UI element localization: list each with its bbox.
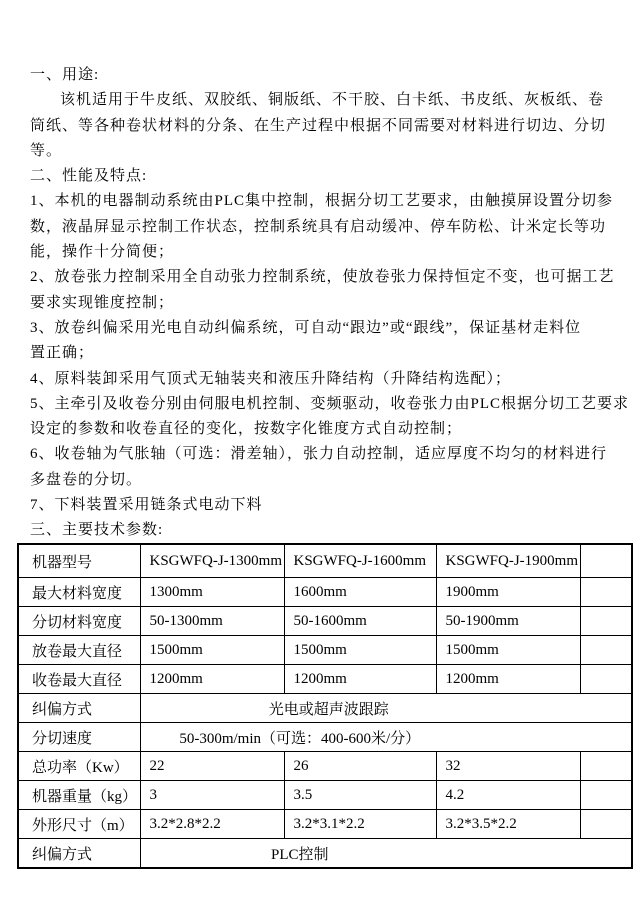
doc-line: 能，操作十分简便； [30, 244, 175, 261]
table-cell: 26 [284, 752, 436, 781]
table-cell: 1500mm [140, 636, 284, 665]
table-cell-label: 最大材料宽度 [18, 578, 140, 607]
table-cell: 3 [140, 781, 284, 810]
table-row-unwind-diameter [18, 636, 632, 665]
table-cell: 50-1600mm [284, 607, 436, 636]
table-cell-merged: PLC控制 [140, 839, 632, 869]
table-cell-label: 总功率（Kw） [18, 752, 140, 781]
table-cell: 3.2*2.8*2.2 [140, 810, 284, 839]
table-cell-label: 放卷最大直径 [18, 636, 140, 665]
table-row-correction-mode [18, 694, 632, 723]
table-cell-empty [580, 752, 632, 781]
doc-line: 该机适用于牛皮纸、双胶纸、铜版纸、不干胶、白卡纸、书皮纸、灰板纸、卷 [60, 92, 605, 109]
feature-item-5: 5、主牵引及收卷分别由伺服电机控制、变频驱动，收卷张力由PLC根据分切工艺要求 [30, 395, 630, 412]
heading-usage: 一、用途: [30, 67, 100, 83]
doc-line: 要求实现锥度控制； [30, 294, 175, 311]
table-cell-empty [580, 636, 632, 665]
feature-item-3: 3、放卷纠偏采用光电自动纠偏系统，可自动“跟边”或“跟线”，保证基材走料位 [30, 319, 582, 336]
table-row-max-width [18, 578, 632, 607]
table-cell-merged: 50-300m/min（可选：400-600米/分） [140, 723, 632, 752]
table-cell: 1300mm [140, 578, 284, 607]
table-cell-label: 机器型号 [18, 544, 140, 578]
table-cell: 50-1300mm [140, 607, 284, 636]
heading-specs: 三、主要技术参数: [30, 522, 164, 539]
table-row-plc-control [18, 839, 632, 869]
table-cell-empty [580, 607, 632, 636]
doc-line: 等。 [30, 142, 63, 159]
doc-line: 置正确； [30, 345, 95, 362]
table-cell-empty [580, 810, 632, 839]
table-row-slit-width [18, 607, 632, 636]
doc-line: 设定的参数和收卷直径的变化，按数字化锥度方式自动控制； [30, 421, 463, 438]
table-cell: 1500mm [284, 636, 436, 665]
table-row-dimensions [18, 810, 632, 839]
table-cell: 1200mm [140, 665, 284, 694]
table-cell-empty [580, 578, 632, 607]
doc-line: 多盘卷的分切。 [30, 471, 143, 488]
table-cell: 3.5 [284, 781, 436, 810]
table-cell-label: 收卷最大直径 [18, 665, 140, 694]
table-cell: KSGWFQ-J-1900mm [436, 544, 580, 578]
table-row-slit-speed [18, 723, 632, 752]
feature-item-1: 1、本机的电器制动系统由PLC集中控制，根据分切工艺要求，由触摸屏设置分切参 [30, 193, 614, 210]
feature-item-4: 4、原料装卸采用气顶式无轴装夹和液压升降结构（升降结构选配）； [30, 370, 512, 387]
doc-line: 筒纸、等各种卷状材料的分条、在生产过程中根据不同需要对材料进行切边、分切 [30, 117, 607, 134]
table-cell: 1200mm [436, 665, 580, 694]
table-cell-merged: 光电或超声波跟踪 [140, 694, 632, 723]
table-cell-label: 纠偏方式 [18, 694, 140, 723]
feature-item-6: 6、收卷轴为气胀轴（可选：滑差轴），张力自动控制，适应厚度不均匀的材料进行 [30, 446, 608, 463]
table-row-rewind-diameter [18, 665, 632, 694]
table-row-model [18, 544, 632, 578]
table-cell-empty [580, 781, 632, 810]
table-cell: 3.2*3.5*2.2 [436, 810, 580, 839]
table-cell: 1600mm [284, 578, 436, 607]
table-cell: 1200mm [284, 665, 436, 694]
table-row-machine-weight [18, 781, 632, 810]
table-cell-label: 外形尺寸（m） [18, 810, 140, 839]
table-cell: 22 [140, 752, 284, 781]
spec-table [17, 543, 633, 869]
table-row-total-power [18, 752, 632, 781]
table-cell: 1900mm [436, 578, 580, 607]
table-cell-label: 分切速度 [18, 723, 140, 752]
table-cell: 3.2*3.1*2.2 [284, 810, 436, 839]
table-cell: 4.2 [436, 781, 580, 810]
table-cell-label: 分切材料宽度 [18, 607, 140, 636]
doc-line: 数，液晶屏显示控制工作状态，控制系统具有启动缓冲、停车防松、计米定长等功 [30, 218, 607, 235]
feature-item-7: 7、下料装置采用链条式电动下料 [30, 497, 263, 514]
feature-item-2: 2、放卷张力控制采用全自动张力控制系统，使放卷张力保持恒定不变，也可据工艺 [30, 269, 615, 286]
table-cell-label: 机器重量（kg） [18, 781, 140, 810]
table-cell-empty [580, 544, 632, 578]
table-cell-label: 纠偏方式 [18, 839, 140, 869]
table-cell: 50-1900mm [436, 607, 580, 636]
table-cell: 32 [436, 752, 580, 781]
document-body [30, 63, 630, 544]
table-cell: 1500mm [436, 636, 580, 665]
heading-features: 二、性能及特点: [30, 168, 148, 185]
table-cell: KSGWFQ-J-1600mm [284, 544, 436, 578]
table-cell: KSGWFQ-J-1300mm [140, 544, 284, 578]
table-cell-empty [580, 665, 632, 694]
